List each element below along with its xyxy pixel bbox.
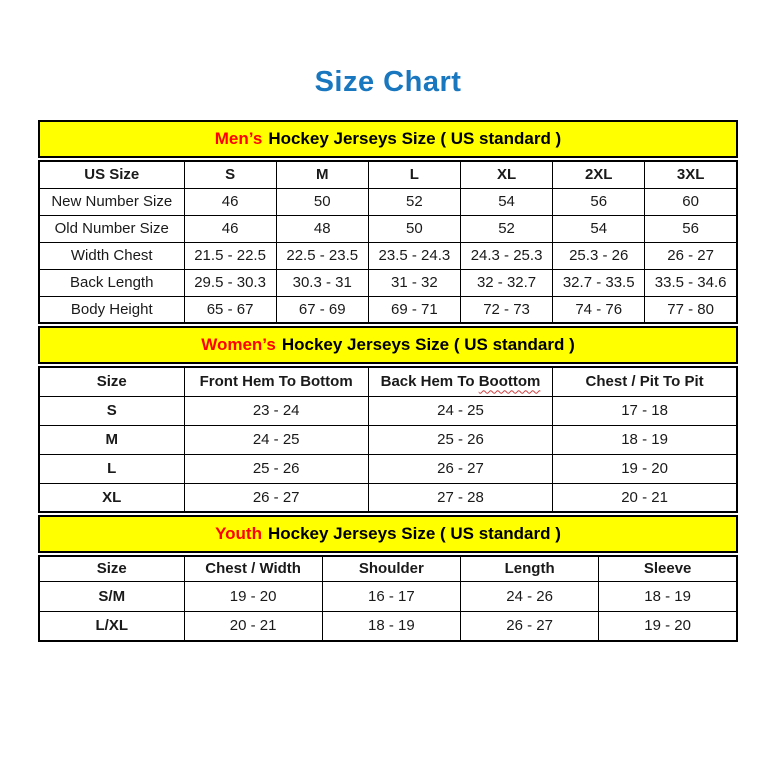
column-header-xl: XL bbox=[460, 161, 552, 188]
column-header-chest-pit: Chest / Pit To Pit bbox=[553, 367, 737, 396]
table-cell: 31 - 32 bbox=[368, 269, 460, 296]
womens-banner bbox=[38, 326, 738, 364]
womens-header-row bbox=[39, 367, 737, 396]
table-cell: 18 - 19 bbox=[553, 425, 737, 454]
row-label: Back Length bbox=[39, 269, 184, 296]
table-cell: 54 bbox=[553, 215, 645, 242]
table-cell: 30.3 - 31 bbox=[276, 269, 368, 296]
womens-banner-highlight: Women’s bbox=[201, 335, 276, 354]
back-hem-prefix: Back Hem To bbox=[380, 373, 475, 391]
table-cell: 19 - 20 bbox=[599, 611, 737, 641]
youth-size-table bbox=[38, 555, 738, 642]
womens-size-table bbox=[38, 366, 738, 513]
table-row-womens-s bbox=[39, 396, 737, 425]
row-label: S bbox=[39, 396, 184, 425]
table-row-womens-m bbox=[39, 425, 737, 454]
table-cell: 25.3 - 26 bbox=[553, 242, 645, 269]
table-cell: 26 - 27 bbox=[368, 454, 552, 483]
table-cell: 50 bbox=[368, 215, 460, 242]
table-cell: 69 - 71 bbox=[368, 296, 460, 323]
table-cell: 56 bbox=[645, 215, 737, 242]
table-cell: 19 - 20 bbox=[184, 581, 322, 611]
column-header-s: S bbox=[184, 161, 276, 188]
youth-banner-highlight: Youth bbox=[215, 524, 262, 543]
table-cell: 52 bbox=[460, 215, 552, 242]
table-cell: 23.5 - 24.3 bbox=[368, 242, 460, 269]
table-cell: 56 bbox=[553, 188, 645, 215]
row-label: Body Height bbox=[39, 296, 184, 323]
table-cell: 24 - 26 bbox=[461, 581, 599, 611]
table-cell: 17 - 18 bbox=[553, 396, 737, 425]
table-cell: 25 - 26 bbox=[368, 425, 552, 454]
table-cell: 46 bbox=[184, 188, 276, 215]
column-header-2xl: 2XL bbox=[553, 161, 645, 188]
mens-banner-highlight: Men’s bbox=[214, 129, 263, 148]
table-cell: 23 - 24 bbox=[184, 396, 368, 425]
back-hem-misspelled-word: Boottom bbox=[478, 373, 541, 391]
table-cell: 19 - 20 bbox=[553, 454, 737, 483]
table-cell: 18 - 19 bbox=[599, 581, 737, 611]
table-cell: 74 - 76 bbox=[553, 296, 645, 323]
table-cell: 21.5 - 22.5 bbox=[184, 242, 276, 269]
column-header-length: Length bbox=[461, 556, 599, 581]
mens-size-table bbox=[38, 160, 738, 324]
row-label: New Number Size bbox=[39, 188, 184, 215]
table-cell: 33.5 - 34.6 bbox=[645, 269, 737, 296]
table-cell: 52 bbox=[368, 188, 460, 215]
table-row-womens-l bbox=[39, 454, 737, 483]
table-cell: 50 bbox=[276, 188, 368, 215]
column-header-back-hem bbox=[368, 367, 552, 396]
column-header-front-hem: Front Hem To Bottom bbox=[184, 367, 368, 396]
youth-banner-text: Hockey Jerseys Size ( US standard ) bbox=[267, 524, 561, 543]
column-header-size: Size bbox=[39, 556, 184, 581]
table-row-new-number-size bbox=[39, 188, 737, 215]
table-cell: 16 - 17 bbox=[322, 581, 460, 611]
table-cell: 67 - 69 bbox=[276, 296, 368, 323]
table-cell: 77 - 80 bbox=[645, 296, 737, 323]
row-label: L/XL bbox=[39, 611, 184, 641]
table-cell: 25 - 26 bbox=[184, 454, 368, 483]
table-cell: 20 - 21 bbox=[553, 483, 737, 512]
row-label: Old Number Size bbox=[39, 215, 184, 242]
womens-banner-text: Hockey Jerseys Size ( US standard ) bbox=[281, 335, 575, 354]
column-header-l: L bbox=[368, 161, 460, 188]
page-title: Size Chart bbox=[314, 66, 462, 98]
table-cell: 32.7 - 33.5 bbox=[553, 269, 645, 296]
table-cell: 20 - 21 bbox=[184, 611, 322, 641]
table-cell: 26 - 27 bbox=[461, 611, 599, 641]
table-cell: 26 - 27 bbox=[645, 242, 737, 269]
table-row-youth-lxl bbox=[39, 611, 737, 641]
youth-header-row bbox=[39, 556, 737, 581]
table-row-body-height bbox=[39, 296, 737, 323]
mens-banner-text: Hockey Jerseys Size ( US standard ) bbox=[268, 129, 562, 148]
table-cell: 48 bbox=[276, 215, 368, 242]
table-cell: 26 - 27 bbox=[184, 483, 368, 512]
column-header-us-size: US Size bbox=[39, 161, 184, 188]
table-cell: 24.3 - 25.3 bbox=[460, 242, 552, 269]
table-row-youth-sm bbox=[39, 581, 737, 611]
table-cell: 72 - 73 bbox=[460, 296, 552, 323]
row-label: L bbox=[39, 454, 184, 483]
table-row-womens-xl bbox=[39, 483, 737, 512]
table-cell: 65 - 67 bbox=[184, 296, 276, 323]
column-header-sleeve: Sleeve bbox=[599, 556, 737, 581]
column-header-m: M bbox=[276, 161, 368, 188]
row-label: XL bbox=[39, 483, 184, 512]
table-cell: 32 - 32.7 bbox=[460, 269, 552, 296]
size-chart-page bbox=[0, 66, 776, 642]
table-cell: 27 - 28 bbox=[368, 483, 552, 512]
column-header-shoulder: Shoulder bbox=[322, 556, 460, 581]
table-row-back-length bbox=[39, 269, 737, 296]
mens-header-row bbox=[39, 161, 737, 188]
column-header-3xl: 3XL bbox=[645, 161, 737, 188]
column-header-chest-width: Chest / Width bbox=[184, 556, 322, 581]
table-cell: 60 bbox=[645, 188, 737, 215]
table-cell: 46 bbox=[184, 215, 276, 242]
row-label: M bbox=[39, 425, 184, 454]
row-label: Width Chest bbox=[39, 242, 184, 269]
mens-banner bbox=[38, 120, 738, 158]
table-cell: 22.5 - 23.5 bbox=[276, 242, 368, 269]
column-header-size: Size bbox=[39, 367, 184, 396]
row-label: S/M bbox=[39, 581, 184, 611]
table-cell: 18 - 19 bbox=[322, 611, 460, 641]
youth-banner bbox=[38, 515, 738, 553]
table-cell: 29.5 - 30.3 bbox=[184, 269, 276, 296]
size-chart-tables bbox=[38, 120, 738, 642]
table-cell: 24 - 25 bbox=[184, 425, 368, 454]
table-cell: 24 - 25 bbox=[368, 396, 552, 425]
table-row-width-chest bbox=[39, 242, 737, 269]
table-cell: 54 bbox=[460, 188, 552, 215]
table-row-old-number-size bbox=[39, 215, 737, 242]
